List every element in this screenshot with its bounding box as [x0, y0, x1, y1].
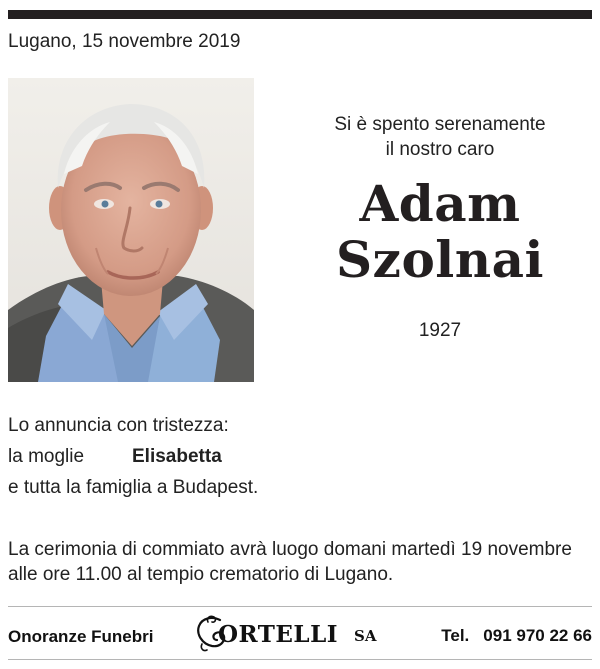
funeral-service-label: Onoranze Funebri: [8, 627, 154, 646]
spouse-name: Elisabetta: [132, 446, 222, 467]
last-name: Szolnai: [335, 230, 545, 289]
place-date: Lugano, 15 novembre 2019: [8, 31, 241, 52]
portrait-illustration: [8, 78, 254, 382]
announcement-spouse-line: [8, 444, 258, 475]
ortelli-logo: [194, 614, 404, 654]
birth-year: 1927: [418, 320, 462, 341]
relation-label: la moglie: [8, 446, 85, 467]
telephone-label: Tel.: [441, 626, 470, 645]
announcement-family: e tutta la famiglia a Budapest.: [8, 477, 259, 498]
telephone-number: 091 970 22 66: [483, 626, 592, 645]
intro-line-1: Si è spento serenamente: [334, 114, 546, 135]
footer: [8, 614, 592, 654]
top-border-bar: [8, 10, 592, 19]
intro-line-2: il nostro caro: [385, 139, 495, 160]
deceased-name: [290, 176, 590, 288]
portrait-photo: [8, 78, 254, 382]
footer-divider-bottom: [8, 659, 592, 660]
footer-divider-top: [8, 606, 592, 607]
brand-name: ORTELLI: [218, 621, 338, 648]
telephone: [441, 626, 592, 646]
announcement-block: [8, 413, 258, 506]
brand-suffix: SA: [354, 627, 377, 645]
first-name: Adam: [359, 174, 521, 233]
announcement-lead: Lo annuncia con tristezza:: [8, 415, 229, 436]
intro-text: [290, 112, 590, 162]
ceremony-text: La cerimonia di commiato avrà luogo domani martedì 19 novembre alle ore 11.00 al tempio crematorio di Lugano.: [8, 539, 572, 585]
